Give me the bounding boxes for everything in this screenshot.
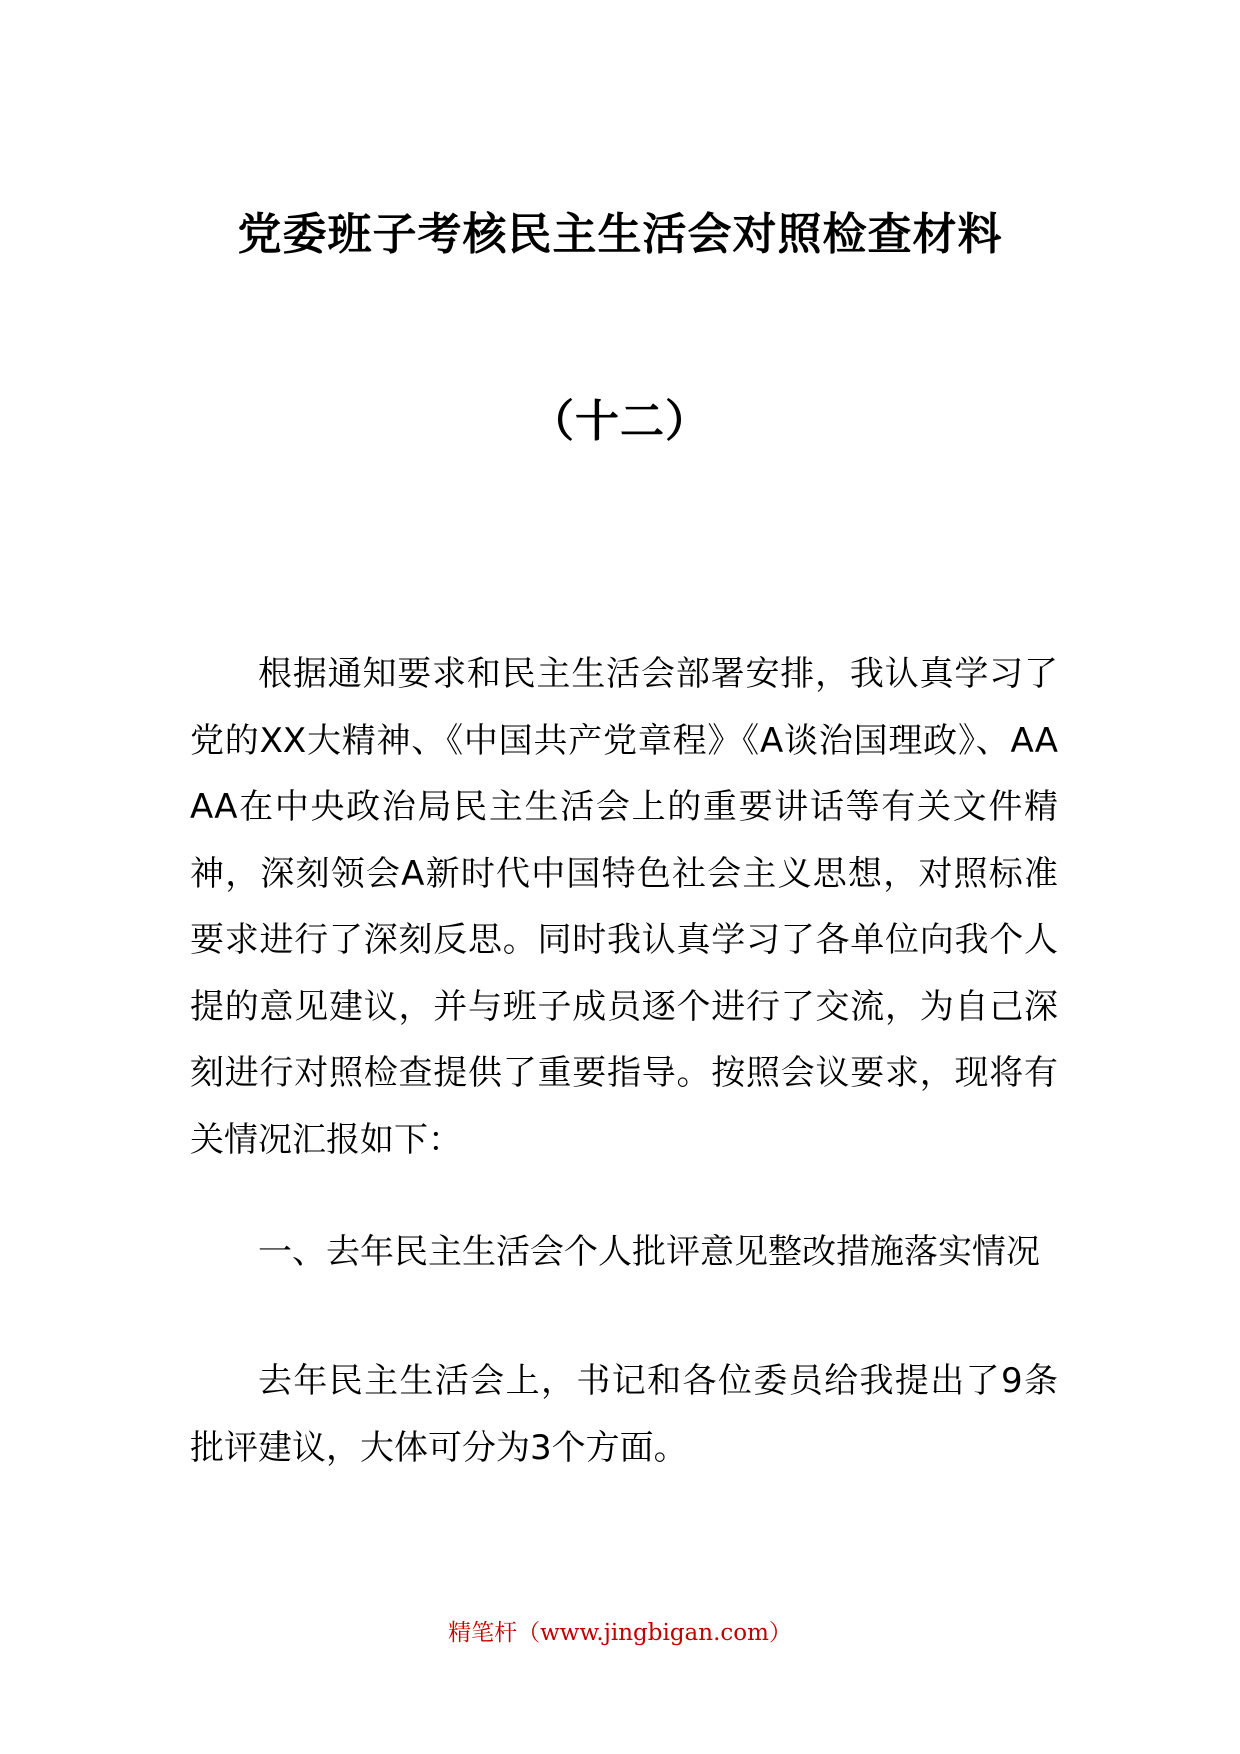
footer-watermark: 精笔杆（www.jingbigan.com） bbox=[448, 1620, 792, 1646]
body-paragraph: 去年民主生活会上，书记和各位委员给我提出了9条批评建议，大体可分为3个方面。 bbox=[190, 1361, 1058, 1468]
document-subtitle: （十二） bbox=[530, 396, 710, 447]
document-title: 党委班子考核民主生活会对照检查材料 bbox=[237, 209, 1003, 260]
section-heading: 一、去年民主生活会个人批评意见整改措施落实情况 bbox=[258, 1232, 1040, 1272]
intro-paragraph: 根据通知要求和民主生活会部署安排，我认真学习了党的XX大精神、《中国共产党章程》《A谈治国理政》、AAAA在中央政治局民主生活会上的重要讲话等有关文件精神，深刻领会A新时代中国特色社会主义思想，对照标准要求进行了深刻反思。同时我认真学习了各单位向我个人提的意见建议，并与班子成员逐个进行了交流，为自己深刻进行对照检查提供了重要指导。按照会议要求，现将有关情况汇报如下： bbox=[190, 654, 1058, 1160]
